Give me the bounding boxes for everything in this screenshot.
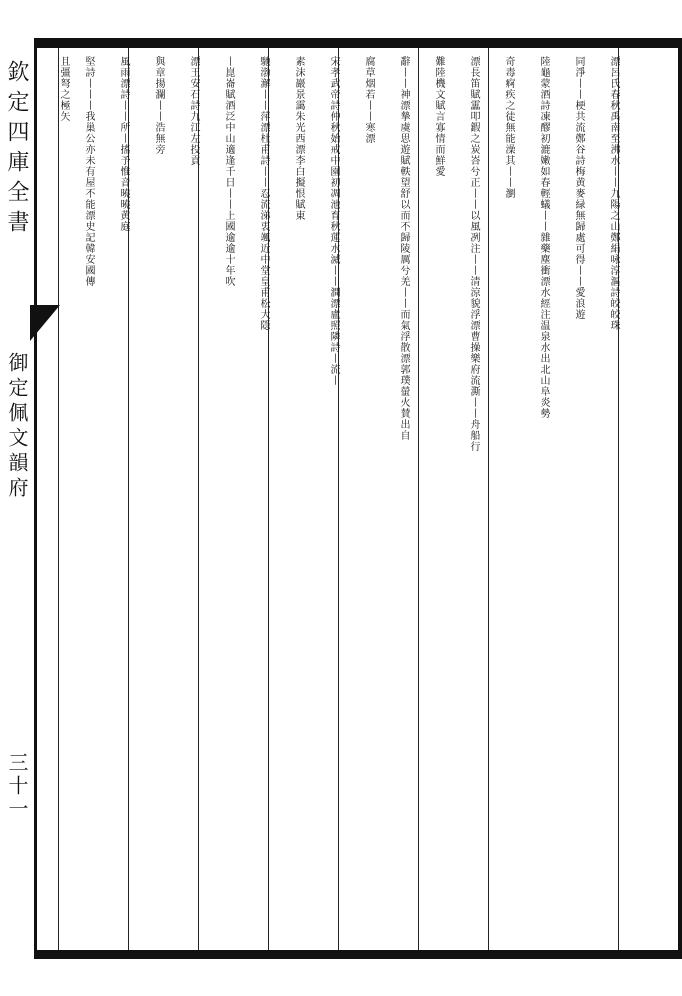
text-column: 腐草烟若丨丨寒漂	[363, 56, 374, 144]
frame-top-border	[34, 38, 682, 48]
text-column: 漂長笛賦靁叩鍜之炭峇兮正丨丨以風冽注丨丨清涼貌浮漂曹操樂府流澌丨丨舟船行	[468, 56, 479, 452]
margin-book-title: 御定佩文韻府	[5, 352, 29, 502]
frame-left-border	[34, 38, 37, 959]
text-column: 同淨丨丨梗共流鄭谷詩梅黄麥緑無歸處可得丨丨愛浪遊	[573, 56, 584, 320]
text-column: 難陸機文賦言寡情而鮮愛	[433, 56, 444, 177]
text-column: 馳渤澥丨丨萍漂杜甫詩丨丨忍流涕衷颯近中堂皇甫松大隠	[258, 56, 269, 331]
frame-right-border	[678, 38, 682, 959]
text-column: 漂王安石詩九江左投貢	[188, 56, 199, 166]
margin-title: 欽定四庫全書	[4, 60, 29, 240]
text-column: 漂呂氏春秋禹南至沸水丨丨九陽之山鄭絹咏淳漚詩皎皎珠	[608, 56, 619, 331]
text-column: 宋孝武帝詩仲秋始戒中園初凋池育秋蓮水滅丨丨澗漂盧照隣詩丨流丨	[328, 56, 339, 386]
text-column: 奇毒痾疾之徒無能澡其丨丨瀏	[503, 56, 514, 199]
text-column: 風雨漂詩丨丨所丨搖予惟音曉曉黄庭	[118, 56, 129, 232]
text-column: 辭丨丨神漂摯虞思遊賦軼望舒以而不歸陵厲兮羌丨丨而氣浮散漂郭璞螢火賛出自	[398, 56, 409, 441]
text-column: 素沫巖景靄朱光西漂李白擬恨賦東	[293, 56, 304, 221]
text-column: 丨崑崙賦酒泛中山適逢千日丨丨上國逾逾十年吹	[223, 56, 234, 287]
text-column: 與章揚瀾丨丨浩無旁	[153, 56, 164, 155]
text-column: 堅詩丨丨丨我巢公亦未有屋不能漂史記韓安國傳	[83, 56, 94, 287]
page-number: 三十一	[5, 752, 29, 821]
text-column: 且彊弩之極矢	[58, 56, 69, 122]
frame-bottom-border	[34, 950, 682, 959]
text-column: 陸龜蒙酒詩凍醪初漉嫩如春輕蟻丨丨雜藥塵衝漂水經注温泉水出北山阜炎勢	[538, 56, 549, 419]
